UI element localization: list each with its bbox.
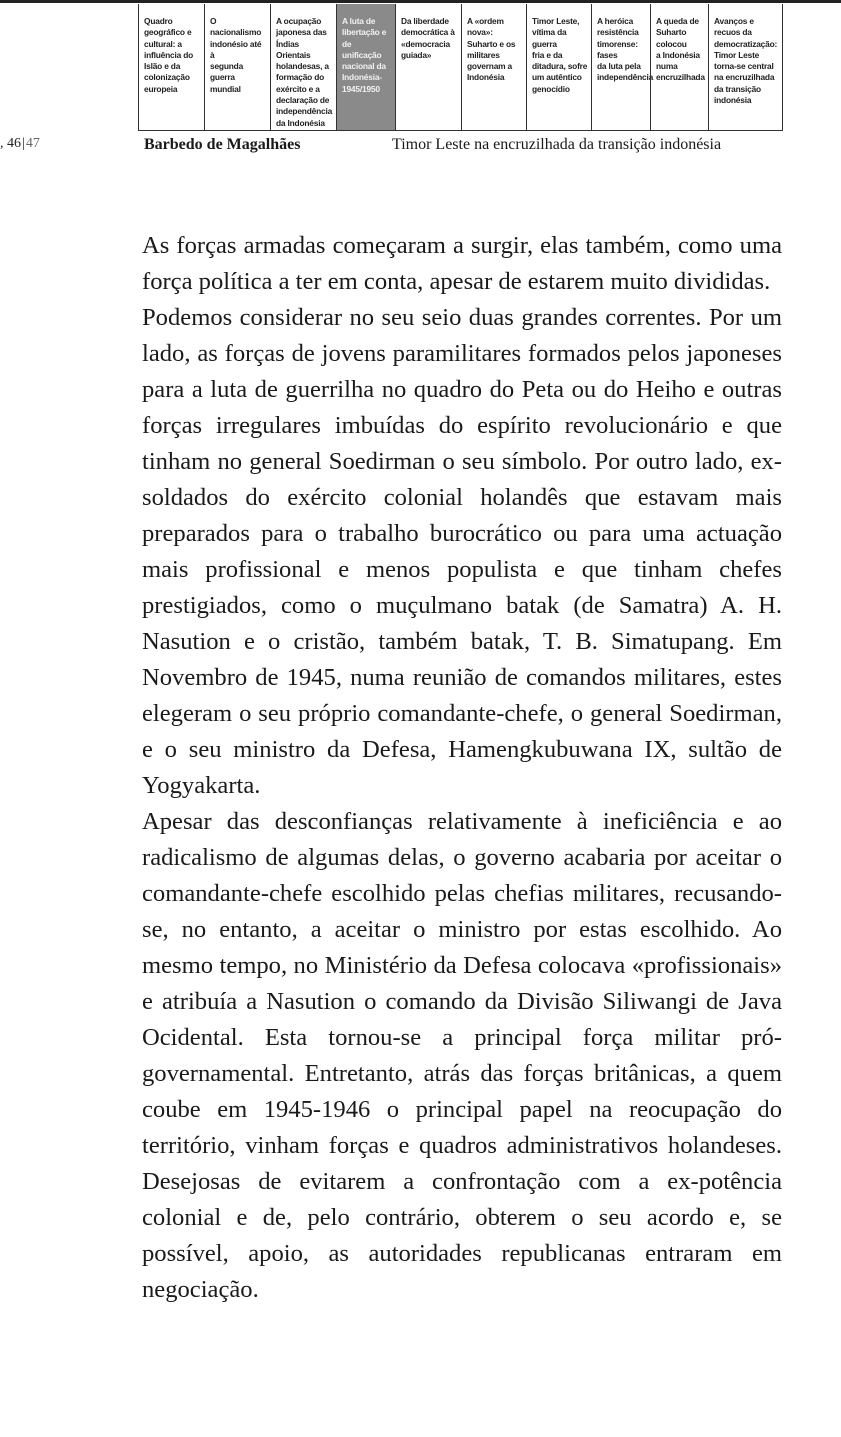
chapter-tab-2 bbox=[204, 4, 270, 130]
chapter-index-strip bbox=[138, 4, 783, 131]
chapter-tab-6 bbox=[461, 4, 526, 130]
chapter-tab-label: A luta de libertação e de unificação nacional da Indonésia- 1945/1950 bbox=[342, 16, 387, 94]
chapter-tab-label: Avanços e recuos da democratização: Timor Leste torna-se central na encruzilhada da transição indonésia bbox=[714, 16, 778, 106]
page-number-left: 46 bbox=[7, 136, 21, 151]
chapter-tab-5 bbox=[395, 4, 461, 130]
running-head-author: Barbedo de Magalhães bbox=[144, 136, 301, 153]
chapter-tab-label: A ocupação japonesa das Índias Orientais holandesas, a formação do exército e a declaração de independência da Indonésia bbox=[276, 16, 333, 128]
chapter-tab-7 bbox=[526, 4, 591, 130]
body-text bbox=[142, 228, 782, 1308]
page-numbers: , 46|47 bbox=[0, 136, 40, 151]
chapter-tab-3 bbox=[270, 4, 336, 130]
chapter-tab-9 bbox=[650, 4, 708, 130]
chapter-tab-label: Da liberdade democrática à «democracia guiada» bbox=[401, 16, 455, 60]
paragraph: Apesar das desconfianças relativamente à ineficiência e ao radicalismo de algumas delas, o governo acabaria por aceitar o comandante-chefe escolhido pelas chefias militares, recusando-se, no entanto, a aceitar o ministro por estas escolhido. Ao mesmo tempo, no Ministério da Defesa colocava «profissionais» e atribuía a Nasution o comando da Divisão Siliwangi de Java Ocidental. Esta tornou-se a principal força militar pró-governamental. Entretanto, atrás das forças britânicas, a quem coube em 1945-1946 o principal papel na reocupação do território, vinham forças e quadros administrativos holandeses. Desejosas de evitarem a confrontação com a ex-potência colonial e de, pelo contrário, obterem o seu acordo e, se possível, apoio, as autoridades republicanas entraram em negociação. bbox=[142, 808, 782, 1303]
chapter-tab-10 bbox=[708, 4, 783, 130]
top-rule bbox=[0, 0, 841, 3]
paragraph: Podemos considerar no seu seio duas grandes correntes. Por um lado, as forças de jovens paramilitares formados pelos japoneses para a luta de guerrilha no quadro do Peta ou do Heiho e outras forças irregulares imbuídas do espírito revolucionário e que tinham no general Soedirman o seu símbolo. Por outro lado, ex-soldados do exército colonial holandês que estavam mais preparados para o trabalho burocrático ou para uma actuação mais profissional e menos populista e que tinham chefes prestigiados, como o muçulmano batak (de Samatra) A. H. Nasution e o cristão, também batak, T. B. Simatupang. Em Novembro de 1945, numa reunião de comandos militares, estes elegeram o seu próprio comandante-chefe, o general Soedirman, e o seu ministro da Defesa, Hamengkubuwana IX, sultão de Yogyakarta. bbox=[142, 304, 782, 799]
chapter-tab-1 bbox=[138, 4, 204, 130]
page-number-right: 47 bbox=[25, 136, 40, 151]
chapter-tab-label: A queda de Suharto colocou a Indonésia numa encruzilhada bbox=[656, 16, 705, 83]
chapter-tab-4-current bbox=[336, 4, 395, 130]
chapter-tab-8 bbox=[591, 4, 654, 130]
chapter-tab-label: A «ordem nova»: Suharto e os militares governam a Indonésia bbox=[467, 16, 516, 83]
chapter-tab-label: Timor Leste, vítima da guerra fria e da ditadura, sofre um autêntico genocídio bbox=[532, 16, 588, 94]
running-head-title: Timor Leste na encruzilhada da transição indonésia bbox=[392, 136, 722, 153]
chapter-tab-label: A heróica resistência timorense: fases da luta pela independência bbox=[597, 16, 654, 83]
paragraph: As forças armadas começaram a surgir, elas também, como uma força política a ter em conta, apesar de estarem muito divididas. bbox=[142, 232, 782, 295]
chapter-tab-label: O nacionalismo indonésio até à segunda guerra mundial bbox=[210, 16, 262, 94]
chapter-tab-label: Quadro geográfico e cultural: a influência do Islão e da colonização europeia bbox=[144, 16, 194, 94]
